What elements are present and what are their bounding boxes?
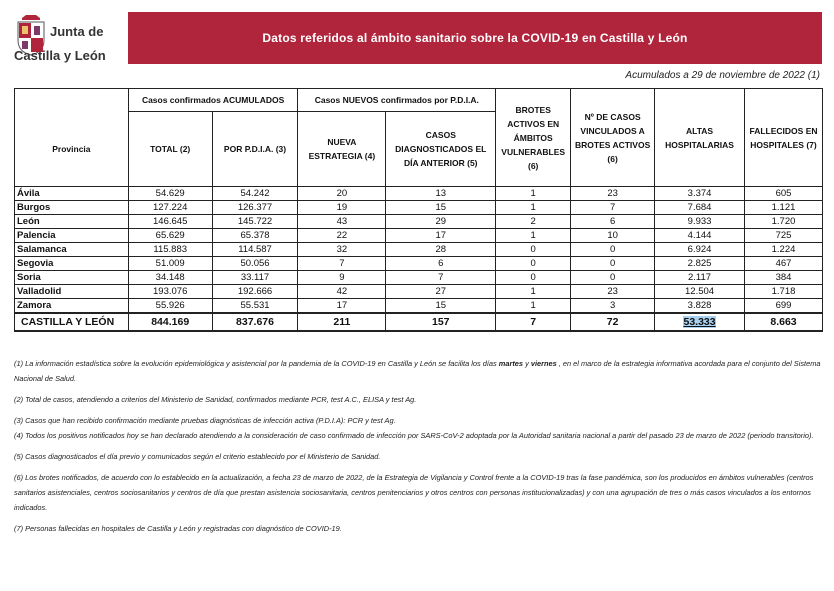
- cell-nueva: 17: [298, 299, 386, 314]
- cell-nueva: 7: [298, 257, 386, 271]
- cell-total-total: 844.169: [128, 313, 212, 331]
- footnotes: [14, 356, 824, 542]
- cell-fall-total: 8.663: [745, 313, 823, 331]
- table-row: [15, 187, 823, 201]
- table-row: [15, 215, 823, 229]
- cell-brotes: 1: [496, 201, 571, 215]
- cell-diag: 6: [386, 257, 496, 271]
- col-header-pdia: POR P.D.I.A. (3): [212, 112, 298, 187]
- cell-diag: 29: [386, 215, 496, 229]
- footnote-6: (6) Los brotes notificados, de acuerdo con lo establecido en la actualización, a fecha 23 de marzo de 2022, de la Estrategia de Vigilancia y Control frente a la COVID-19 tras la fase pandémica, son los producidos en ámbitos vulnerables (centros sanitarios asistenciales, centros sociosanitarios y centros de día que prestan asistencia sociosanitaria, centros penitenciarios y otros centros con personas institucionalizadas) y con una agrupación de tres o más casos vinculados a los entornos indicados.: [14, 473, 814, 512]
- cell-vinc: 6: [571, 215, 655, 229]
- cell-nueva: 42: [298, 285, 386, 299]
- cell-brotes: 0: [496, 257, 571, 271]
- table-row: [15, 243, 823, 257]
- logo-text-line1: Junta de: [50, 24, 104, 39]
- cell-diag: 15: [386, 299, 496, 314]
- col-header-vinculados: Nº DE CASOS VINCULADOS A BROTES ACTIVOS (6): [571, 89, 655, 187]
- cell-vinc: 23: [571, 187, 655, 201]
- cell-altas: 2.825: [655, 257, 745, 271]
- cell-diag: 27: [386, 285, 496, 299]
- cell-nueva: 32: [298, 243, 386, 257]
- cell-altas-total: [655, 313, 745, 331]
- table-row: [15, 299, 823, 314]
- cell-fall: 1.224: [745, 243, 823, 257]
- cell-diag: 28: [386, 243, 496, 257]
- cell-brotes: 0: [496, 271, 571, 285]
- footnote-1-text-b: , en el marco de la estrategia informativa acordada para el conjunto del Sistema Nacional de Salud.: [14, 359, 821, 383]
- cell-diag: 13: [386, 187, 496, 201]
- banner-title: Datos referidos al ámbito sanitario sobre la COVID-19 en Castilla y León: [262, 31, 688, 45]
- cell-altas: 2.117: [655, 271, 745, 285]
- cell-fall: 725: [745, 229, 823, 243]
- cell-pdia: 55.531: [212, 299, 298, 314]
- altas-total-highlight: 53.333: [683, 316, 716, 328]
- cell-provincia: Ávila: [15, 187, 129, 201]
- cell-total: 115.883: [128, 243, 212, 257]
- cell-altas: 6.924: [655, 243, 745, 257]
- cell-nueva: 43: [298, 215, 386, 229]
- cell-nueva: 20: [298, 187, 386, 201]
- group-header-nuevos: Casos NUEVOS confirmados por P.D.I.A.: [298, 89, 496, 112]
- cell-vinc: 7: [571, 201, 655, 215]
- col-header-altas: ALTAS HOSPITALARIAS: [655, 89, 745, 187]
- footnote-4: (4) Todos los positivos notificados hoy se han declarado atendiendo a la consideración de caso confirmado de infección por SARS-CoV-2 adoptada por la Autoridad sanitaria nacional a partir del pasado 23 de marzo de 2022 (periodo transitorio).: [14, 431, 814, 440]
- col-header-total: TOTAL (2): [128, 112, 212, 187]
- cell-pdia: 126.377: [212, 201, 298, 215]
- cell-provincia: León: [15, 215, 129, 229]
- cell-brotes: 0: [496, 243, 571, 257]
- cell-provincia: Soria: [15, 271, 129, 285]
- cell-total: 193.076: [128, 285, 212, 299]
- cell-total: 127.224: [128, 201, 212, 215]
- footnote-1-and: y: [523, 359, 531, 368]
- cell-brotes: 1: [496, 229, 571, 243]
- cell-diag: 17: [386, 229, 496, 243]
- cell-vinc: 0: [571, 271, 655, 285]
- cell-provincia: Valladolid: [15, 285, 129, 299]
- cell-altas: 12.504: [655, 285, 745, 299]
- cell-altas: 4.144: [655, 229, 745, 243]
- blank-corner: [15, 89, 129, 112]
- cell-diag: 15: [386, 201, 496, 215]
- cell-vinc-total: 72: [571, 313, 655, 331]
- cell-total: 51.009: [128, 257, 212, 271]
- table-row: [15, 257, 823, 271]
- cell-fall: 467: [745, 257, 823, 271]
- footnote-1-martes: martes: [498, 359, 524, 368]
- footnote-1: [14, 356, 824, 386]
- footnote-2: (2) Total de casos, atendiendo a criterios del Ministerio de Sanidad, confirmados mediante PCR, test A.C., ELISA y test Ag.: [14, 395, 417, 404]
- title-banner: [128, 12, 822, 64]
- cell-nueva: 9: [298, 271, 386, 285]
- table-row: [15, 271, 823, 285]
- cell-brotes: 1: [496, 299, 571, 314]
- cell-nueva: 19: [298, 201, 386, 215]
- cell-altas: 9.933: [655, 215, 745, 229]
- cell-provincia: Palencia: [15, 229, 129, 243]
- col-header-casos-diag: CASOS DIAGNOSTICADOS EL DÍA ANTERIOR (5): [386, 112, 496, 187]
- cell-brotes-total: 7: [496, 313, 571, 331]
- cell-pdia: 54.242: [212, 187, 298, 201]
- footnote-7: (7) Personas fallecidas en hospitales de Castilla y León y registradas con diagnóstico de COVID-19.: [14, 524, 342, 533]
- cell-total: 146.645: [128, 215, 212, 229]
- cell-total: 55.926: [128, 299, 212, 314]
- logo-text-line2: Castilla y León: [14, 48, 106, 63]
- cell-altas: 3.374: [655, 187, 745, 201]
- col-header-fallecidos: FALLECIDOS EN HOSPITALES (7): [745, 89, 823, 187]
- cell-total: 34.148: [128, 271, 212, 285]
- table-row: [15, 201, 823, 215]
- cell-nueva: 22: [298, 229, 386, 243]
- cell-pdia: 65.378: [212, 229, 298, 243]
- cell-pdia-total: 837.676: [212, 313, 298, 331]
- cell-fall: 605: [745, 187, 823, 201]
- col-header-nueva: NUEVA ESTRATEGIA (4): [298, 112, 386, 187]
- cell-fall: 1.718: [745, 285, 823, 299]
- cell-altas: 3.828: [655, 299, 745, 314]
- table-row: [15, 229, 823, 243]
- group-header-acumulados: Casos confirmados ACUMULADOS: [128, 89, 298, 112]
- cell-vinc: 23: [571, 285, 655, 299]
- cell-fall: 699: [745, 299, 823, 314]
- col-header-provincia: Provincia: [15, 112, 129, 187]
- cell-pdia: 33.117: [212, 271, 298, 285]
- cell-fall: 1.720: [745, 215, 823, 229]
- cell-provincia: Zamora: [15, 299, 129, 314]
- cell-brotes: 2: [496, 215, 571, 229]
- cell-total: 54.629: [128, 187, 212, 201]
- footnote-3: (3) Casos que han recibido confirmación mediante pruebas diagnósticas de infección activa (P.D.I.A): PCR y test Ag.: [14, 416, 396, 425]
- total-row: [15, 313, 823, 331]
- cell-pdia: 192.666: [212, 285, 298, 299]
- cell-provincia: Segovia: [15, 257, 129, 271]
- cell-provincia-total: CASTILLA Y LEÓN: [15, 313, 129, 331]
- report-date: Acumulados a 29 de noviembre de 2022 (1): [625, 70, 820, 81]
- cell-altas: 7.684: [655, 201, 745, 215]
- cell-provincia: Salamanca: [15, 243, 129, 257]
- cell-fall: 1.121: [745, 201, 823, 215]
- covid-data-table: [14, 88, 823, 332]
- cell-vinc: 0: [571, 257, 655, 271]
- cell-vinc: 10: [571, 229, 655, 243]
- cell-diag: 7: [386, 271, 496, 285]
- col-header-brotes: BROTES ACTIVOS EN ÁMBITOS VULNERABLES (6): [496, 89, 571, 187]
- cell-total: 65.629: [128, 229, 212, 243]
- footnote-5: (5) Casos diagnosticados el día previo y comunicados según el criterio establecido por el Ministerio de Sanidad.: [14, 452, 381, 461]
- cell-pdia: 50.056: [212, 257, 298, 271]
- cell-brotes: 1: [496, 285, 571, 299]
- junta-logo: [14, 12, 124, 64]
- table-row: [15, 285, 823, 299]
- cell-pdia: 114.587: [212, 243, 298, 257]
- footnote-1-text-a: (1) La información estadística sobre la evolución epidemiológica y asistencial por la pandemia de la COVID-19 en Castilla y León se facilita los días: [14, 359, 499, 368]
- cell-vinc: 0: [571, 243, 655, 257]
- cell-fall: 384: [745, 271, 823, 285]
- cell-diag-total: 157: [386, 313, 496, 331]
- cell-vinc: 3: [571, 299, 655, 314]
- cell-brotes: 1: [496, 187, 571, 201]
- footnote-1-viernes: viernes: [530, 359, 557, 368]
- cell-provincia: Burgos: [15, 201, 129, 215]
- cell-nueva-total: 211: [298, 313, 386, 331]
- cell-pdia: 145.722: [212, 215, 298, 229]
